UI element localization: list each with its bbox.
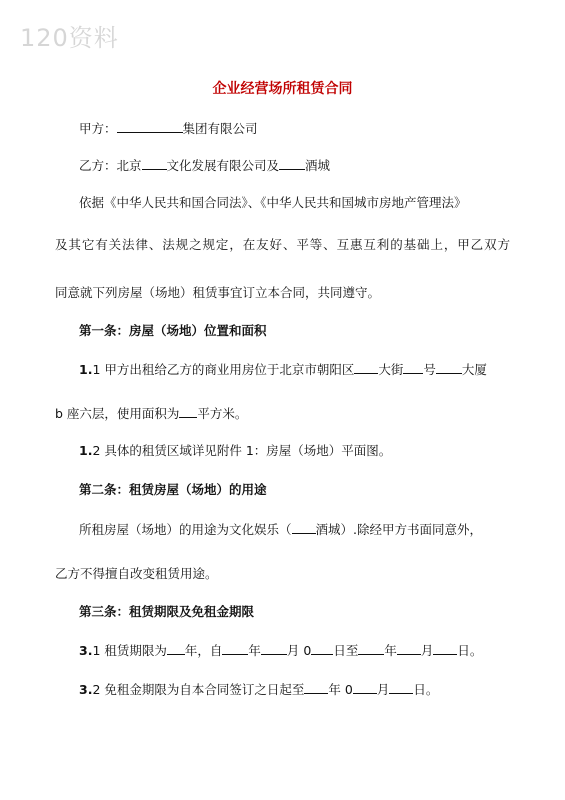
clause-1-1-text-b: 大街 [378, 362, 404, 377]
clause-3-1-blank-2 [222, 642, 248, 655]
intro-line-3: 同意就下列房屋（场地）租赁事宜订立本合同，共同遵守。 [55, 285, 381, 300]
article-2-text-a: 所租房屋（场地）的用途为文化娱乐（ [79, 522, 292, 537]
clause-3-1-blank-4 [311, 642, 333, 655]
clause-3-1-text-h: 日。 [457, 643, 483, 658]
article-2-line-1 [79, 521, 482, 538]
party-b-line [79, 157, 330, 174]
clause-1-1-text-f: 平方米。 [197, 406, 248, 421]
clause-3-2-text-b: 年 0 [328, 682, 353, 697]
article-2-blank [292, 521, 316, 534]
document-title: 企业经营场所租赁合同 [212, 81, 353, 97]
article-2-line-2: 乙方不得擅自改变租赁用途。 [55, 566, 218, 581]
clause-1-1-text-c: 号 [423, 362, 436, 377]
clause-3-2-text-a: 2 免租金期限为自本合同签订之日起至 [92, 682, 305, 697]
clause-3-2-number: 3. [79, 682, 93, 697]
clause-3-1-blank-7 [433, 642, 457, 655]
clause-3-1-text-e: 日至 [333, 643, 359, 658]
article-2-heading: 第二条：租赁房屋（场地）的用途 [79, 482, 267, 497]
clause-3-1-text-b: 年，自 [184, 643, 223, 658]
article-2-text-b: 酒城）.除经甲方书面同意外， [315, 522, 482, 537]
clause-3-2-blank-3 [389, 681, 413, 694]
clause-1-1-blank-4 [179, 405, 197, 418]
clause-3-1-text-c: 年 [248, 643, 261, 658]
clause-3-1-text-a: 1 租赁期限为 [92, 643, 167, 658]
clause-3-2-text-c: 月 [376, 682, 390, 697]
clause-1-1-blank-1 [354, 361, 378, 374]
party-b-blank-1 [142, 157, 167, 170]
clause-3-1 [79, 642, 482, 659]
clause-3-2-blank-2 [353, 681, 377, 694]
clause-1-1-text-d: 大厦 [461, 362, 487, 377]
party-b-suffix: 酒城 [305, 158, 331, 173]
clause-3-2 [79, 681, 438, 698]
clause-1-1-blank-2 [403, 361, 423, 374]
clause-3-2-blank-1 [304, 681, 328, 694]
clause-1-2 [79, 443, 391, 459]
clause-3-1-text-g: 月 [420, 643, 434, 658]
clause-3-1-number: 3. [79, 643, 93, 658]
party-a-line [79, 120, 258, 137]
clause-3-1-blank-1 [167, 642, 185, 655]
clause-3-1-blank-5 [358, 642, 384, 655]
clause-1-2-text: 2 具体的租赁区域详见附件 1：房屋（场地）平面图。 [92, 443, 392, 458]
party-b-blank-2 [279, 157, 305, 170]
watermark: 120资料 [20, 24, 119, 52]
clause-1-1-text-a: 1 甲方出租给乙方的商业用房位于北京市朝阳区 [92, 362, 355, 377]
clause-3-1-blank-6 [397, 642, 421, 655]
clause-1-1-blank-3 [436, 361, 462, 374]
intro-line-2: 及其它有关法律、法规之规定，在友好、平等、互惠互利的基础上，甲乙双方 [55, 237, 510, 252]
party-a-label: 甲方： [79, 121, 117, 136]
party-b-label: 乙方：北京 [79, 158, 142, 173]
party-b-mid: 文化发展有限公司及 [166, 158, 280, 173]
clause-1-2-number: 1. [79, 443, 93, 458]
clause-3-2-text-d: 日。 [413, 682, 439, 697]
party-a-blank [117, 120, 183, 133]
clause-3-1-text-f: 年 [384, 643, 397, 658]
article-3-heading: 第三条：租赁期限及免租金期限 [79, 604, 255, 619]
clause-1-1-number: 1. [79, 362, 93, 377]
clause-3-1-text-d: 月 0 [286, 643, 312, 658]
party-a-suffix: 集团有限公司 [182, 121, 258, 136]
clause-1-1-line-1 [79, 361, 487, 378]
clause-1-1-line-2 [55, 405, 247, 422]
article-1-heading: 第一条：房屋（场地）位置和面积 [79, 323, 267, 338]
clause-3-1-blank-3 [261, 642, 287, 655]
intro-line-1: 依据《中华人民共和国合同法》、《中华人民共和国城市房地产管理法》 [79, 195, 467, 210]
clause-1-1-text-e: b 座六层，使用面积为 [55, 406, 180, 421]
